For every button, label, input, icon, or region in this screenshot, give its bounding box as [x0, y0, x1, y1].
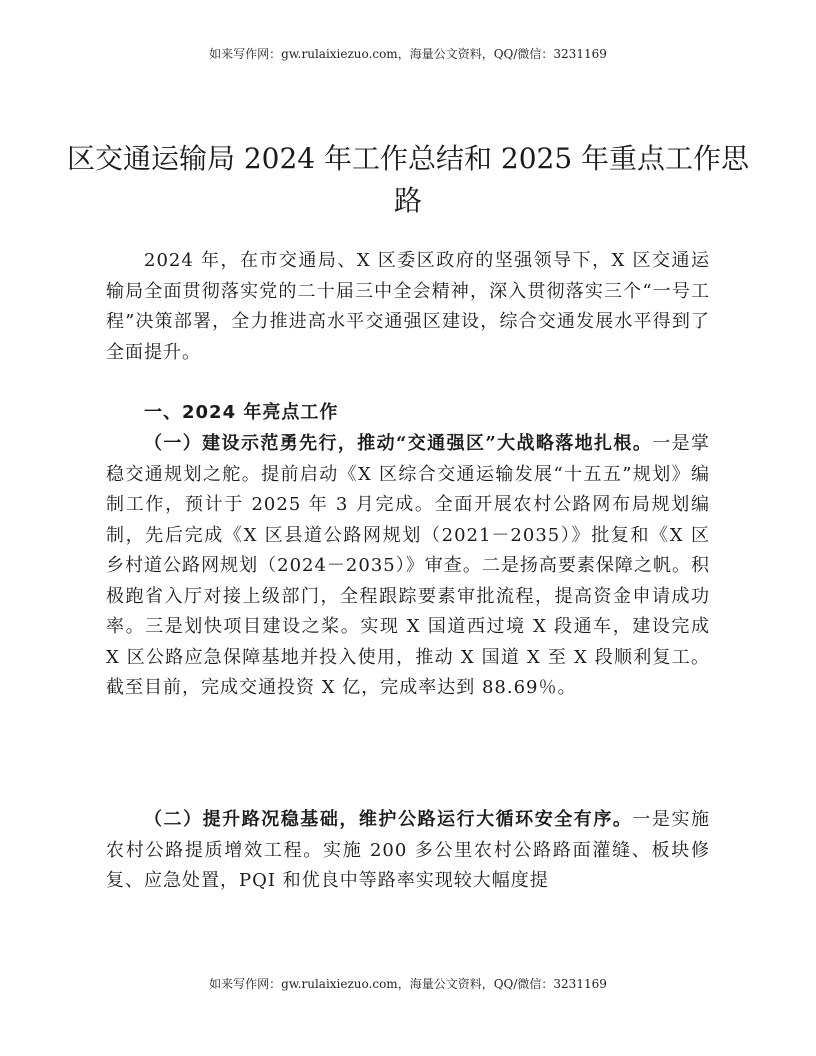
page-footer-watermark: 如来写作网：gw.rulaixiezuo.com，海量公文资料，QQ/微信：3231169: [209, 977, 607, 991]
section-heading-highlights: 一、2024 年亮点工作: [144, 402, 339, 423]
item1-body: 一是掌稳交通规划之舵。提前启动《X 区综合交通运输发展“十五五”规划》编制工作，预计于 2025 年 3 月完成。全面开展农村公路网布局规划编制，先后完成《X 区县道公路网规划（2021－2035）》批复和《X 区乡村道公路网规划（2024－2035）》审查。二是扬高要素保障之帆。积极跑省入厅对接上级部门，全程跟踪要素审批流程，提高资金申请成功率。三是划快项目建设之桨。实现 X 国道西过境 X 段通车，建设完成 X 区公路应急保障基地并投入使用，推动 X 国道 X 至 X 段顺利复工。截至目前，完成交通投资 X 亿，完成率达到 88.69％。: [106, 433, 710, 698]
page-header-watermark: 如来写作网：gw.rulaixiezuo.com，海量公文资料，QQ/微信：3231169: [209, 47, 607, 61]
item1-paragraph: [106, 429, 710, 704]
item2-body: 一是实施农村公路提质增效工程。实施 200 多公里农村公路路面灌缝、板块修复、应急处置，PQI 和优良中等路率实现较大幅度提: [106, 809, 710, 891]
item2-paragraph: [106, 805, 710, 897]
intro-paragraph: 2024 年，在市交通局、X 区委区政府的坚强领导下，X 区交通运输局全面贯彻落实党的二十届三中全会精神，深入贯彻落实三个“一号工程”决策部署，全力推进高水平交通强区建设，综合交通发展水平得到了全面提升。: [106, 250, 710, 363]
item1-lead: （一）建设示范勇先行，推动“交通强区”大战略落地扎根。: [144, 433, 653, 454]
document-title: 区交通运输局 2024 年工作总结和 2025 年重点工作思路: [66, 142, 750, 217]
item2-lead: （二）提升路况稳基础，维护公路运行大循环安全有序。: [144, 809, 633, 830]
